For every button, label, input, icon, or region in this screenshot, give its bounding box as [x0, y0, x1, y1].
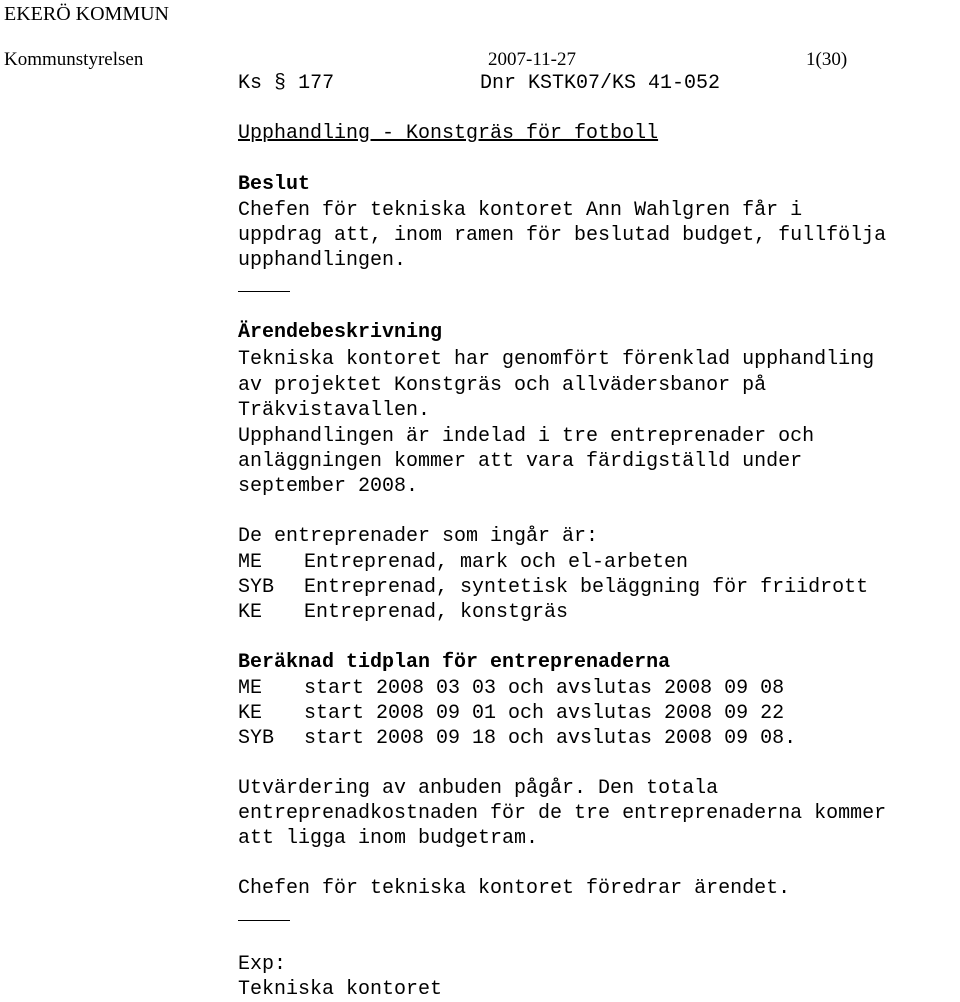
- contract-description: Entreprenad, syntetisk beläggning för friidrott: [304, 576, 869, 599]
- utvardering-line: entreprenadkostnaden för de tre entreprenaderna kommer: [238, 802, 887, 825]
- ks-number: 177: [298, 72, 335, 95]
- arende-line: Upphandlingen är indelad i tre entreprenader och: [238, 425, 815, 448]
- municipality-name: EKERÖ KOMMUN: [4, 3, 169, 25]
- exp-label: Exp:: [238, 953, 287, 976]
- list-item: [238, 676, 784, 701]
- ks-label: Ks: [238, 72, 263, 95]
- paragraph-symbol: §: [274, 72, 287, 95]
- arende-heading: Ärendebeskrivning: [238, 321, 443, 344]
- contract-code: SYB: [238, 727, 275, 750]
- contract-code: ME: [238, 677, 263, 700]
- contract-description: Entreprenad, konstgräs: [304, 601, 569, 624]
- contract-code: ME: [238, 551, 263, 574]
- arende-line: september 2008.: [238, 475, 419, 498]
- committee-name: Kommunstyrelsen: [4, 49, 144, 70]
- dnr-number: Dnr KSTK07/KS 41-052: [480, 72, 721, 95]
- meeting-date: 2007-11-27: [488, 49, 576, 70]
- arende-line: Tekniska kontoret har genomfört förenklad upphandling: [238, 348, 875, 371]
- beslut-line: upphandlingen.: [238, 249, 407, 272]
- list-item: [238, 701, 784, 726]
- arende-line: Träkvistavallen.: [238, 399, 431, 422]
- beslut-line: Chefen för tekniska kontoret Ann Wahlgren får i: [238, 199, 803, 222]
- beslut-line: uppdrag att, inom ramen för beslutad budget, fullfölja: [238, 224, 887, 247]
- page-number: 1(30): [806, 49, 848, 70]
- list-item: [238, 550, 688, 575]
- list-item: [238, 600, 568, 625]
- contract-code: SYB: [238, 576, 275, 599]
- foredragning-text: Chefen för tekniska kontoret föredrar ärendet.: [238, 877, 791, 900]
- section-divider: [238, 920, 290, 921]
- utvardering-line: Utvärdering av anbuden pågår. Den totala: [238, 777, 719, 800]
- page-title: Upphandling - Konstgräs för fotboll: [238, 122, 659, 145]
- beslut-heading: Beslut: [238, 173, 311, 196]
- exp-recipient: Tekniska kontoret: [238, 978, 443, 1001]
- arende-line: anläggningen kommer att vara färdigställd under: [238, 450, 803, 473]
- utvardering-line: att ligga inom budgetram.: [238, 827, 539, 850]
- list-item: [238, 575, 868, 600]
- schedule-text: start 2008 03 03 och avslutas 2008 09 08: [304, 677, 785, 700]
- tidplan-heading: Beräknad tidplan för entreprenaderna: [238, 651, 671, 674]
- schedule-text: start 2008 09 01 och avslutas 2008 09 22: [304, 702, 785, 725]
- schedule-text: start 2008 09 18 och avslutas 2008 09 08.: [304, 727, 797, 750]
- contract-description: Entreprenad, mark och el-arbeten: [304, 551, 689, 574]
- entreprenader-intro: De entreprenader som ingår är:: [238, 525, 599, 548]
- contract-code: KE: [238, 702, 263, 725]
- case-reference: [238, 71, 334, 96]
- section-divider: [238, 291, 290, 292]
- contract-code: KE: [238, 601, 263, 624]
- arende-line: av projektet Konstgräs och allvädersbanor på: [238, 374, 767, 397]
- list-item: [238, 726, 796, 751]
